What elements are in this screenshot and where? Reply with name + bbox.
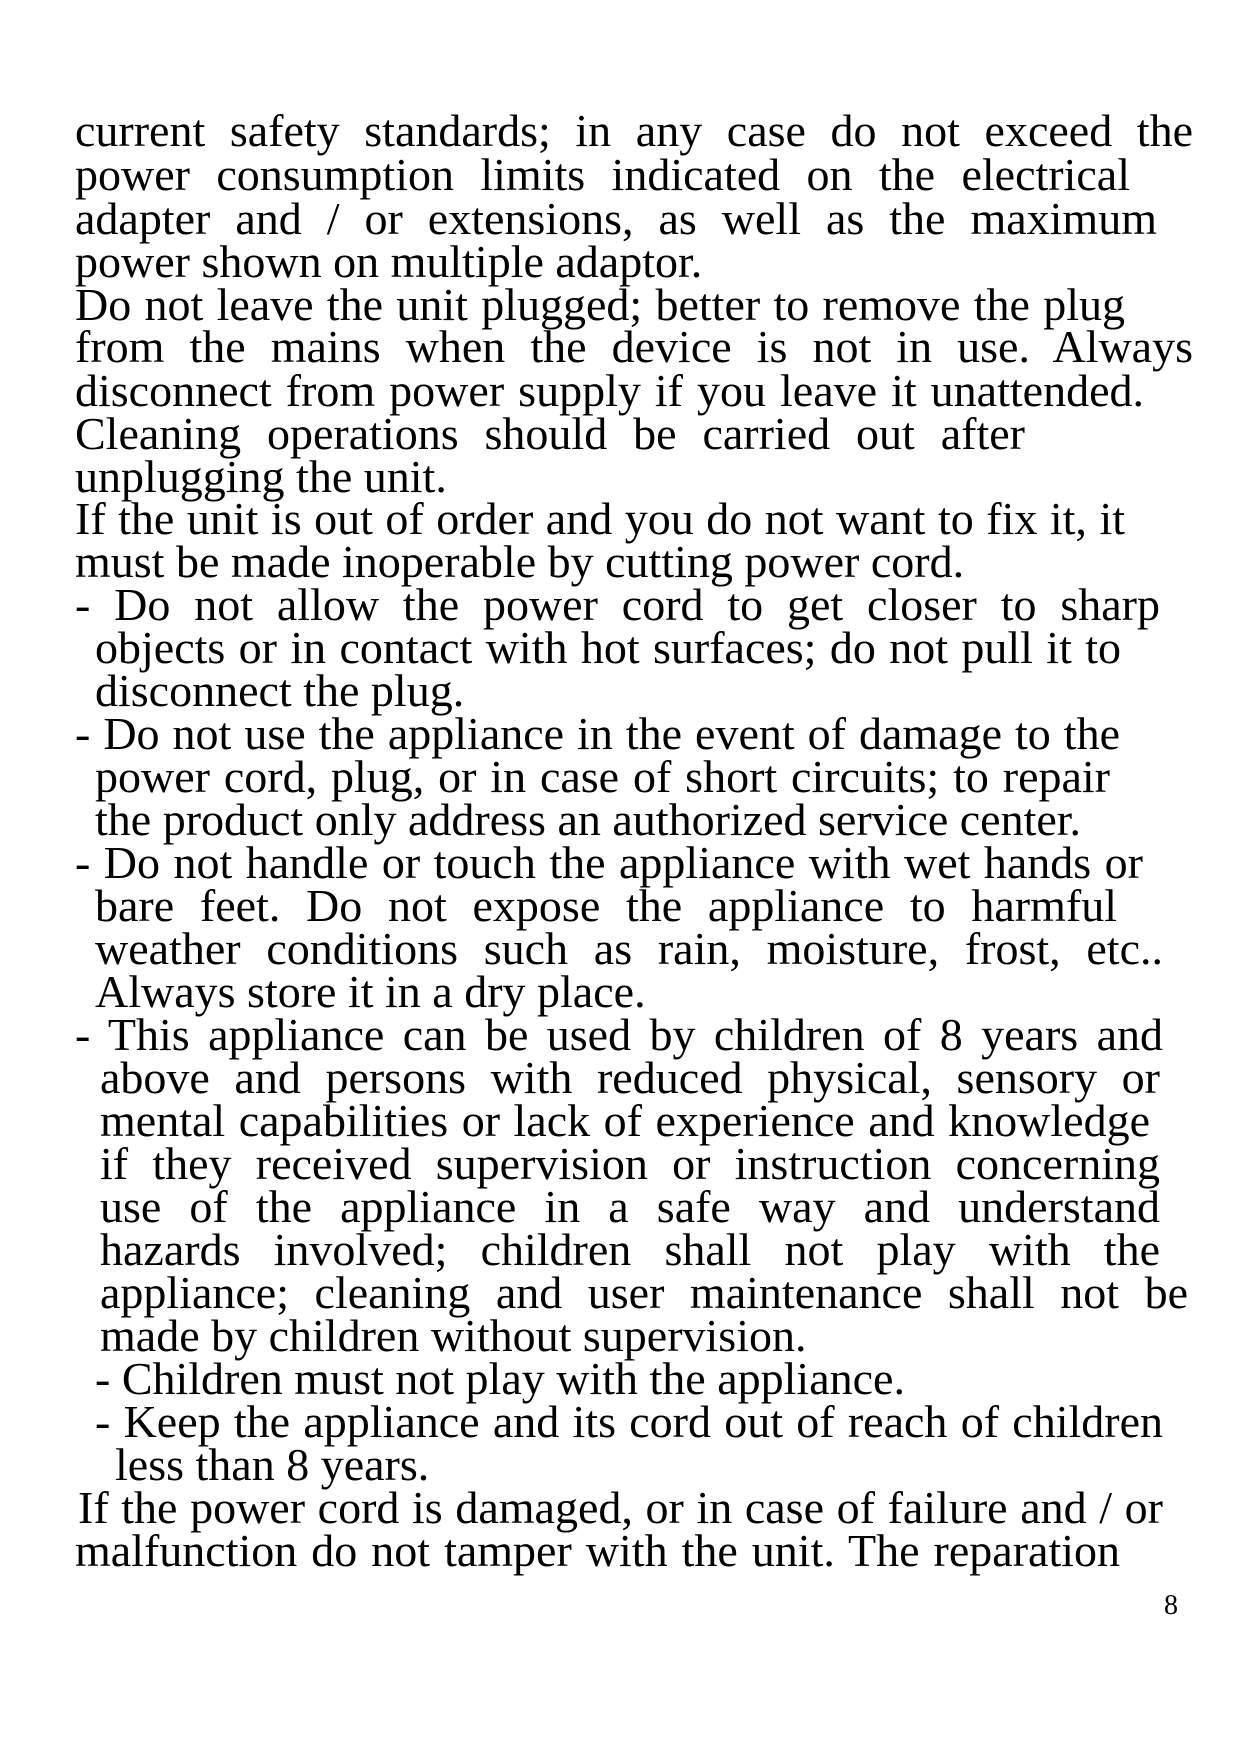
text-line: objects or in contact with hot surfaces; do not pull it to <box>95 622 1121 673</box>
text-line: If the unit is out of order and you do not want to fix it, it <box>75 493 1125 544</box>
text-line: Always store it in a dry place. <box>95 966 646 1017</box>
text-line: appliance; cleaning and user maintenance shall not be <box>100 1267 1188 1318</box>
text-line: current safety standards; in any case do not exceed the <box>75 105 1193 156</box>
text-line: power cord, plug, or in case of short circuits; to repair <box>95 751 1110 802</box>
text-line: Do not leave the unit plugged; better to remove the plug <box>75 279 1125 330</box>
page-number: 8 <box>1164 1590 1178 1621</box>
text-line: power shown on multiple adaptor. <box>75 236 703 287</box>
text-line: power consumption limits indicated on the electrical <box>75 149 1130 200</box>
text-line: must be made inoperable by cutting power cord. <box>75 536 965 587</box>
text-line: made by children without supervision. <box>100 1310 807 1361</box>
text-line: the product only address an authorized service center. <box>95 794 1082 845</box>
text-line: Cleaning operations should be carried out after <box>75 408 1025 459</box>
text-line: disconnect the plug. <box>95 665 465 716</box>
text-line: above and persons with reduced physical, sensory or <box>100 1052 1160 1103</box>
text-line: hazards involved; children shall not play with the <box>100 1224 1160 1275</box>
text-line: unplugging the unit. <box>75 451 447 502</box>
text-line: - Children must not play with the appliance. <box>95 1353 905 1404</box>
text-line: - Keep the appliance and its cord out of reach of children <box>95 1396 1163 1447</box>
text-line: use of the appliance in a safe way and understand <box>100 1181 1160 1232</box>
text-line: - Do not use the appliance in the event of damage to the <box>75 708 1120 759</box>
text-line: less than 8 years. <box>115 1439 430 1490</box>
text-line: malfunction do not tamper with the unit. The reparation <box>75 1525 1120 1576</box>
text-line: If the power cord is damaged, or in case of failure and / or <box>78 1482 1163 1533</box>
text-line: from the mains when the device is not in use. Always <box>75 321 1193 372</box>
text-line: weather conditions such as rain, moisture, frost, etc.. <box>95 923 1163 974</box>
text-line: - Do not handle or touch the appliance with wet hands or <box>75 837 1143 888</box>
text-line: - Do not allow the power cord to get closer to sharp <box>75 579 1160 630</box>
text-line: bare feet. Do not expose the appliance to harmful <box>95 880 1117 931</box>
text-line: - This appliance can be used by children of 8 years and <box>75 1009 1163 1060</box>
text-line: if they received supervision or instruction concerning <box>100 1138 1160 1189</box>
text-line: mental capabilities or lack of experience and knowledge <box>100 1095 1150 1146</box>
text-line: adapter and / or extensions, as well as the maximum <box>75 193 1157 244</box>
text-line: disconnect from power supply if you leave it unattended. <box>75 365 1144 416</box>
